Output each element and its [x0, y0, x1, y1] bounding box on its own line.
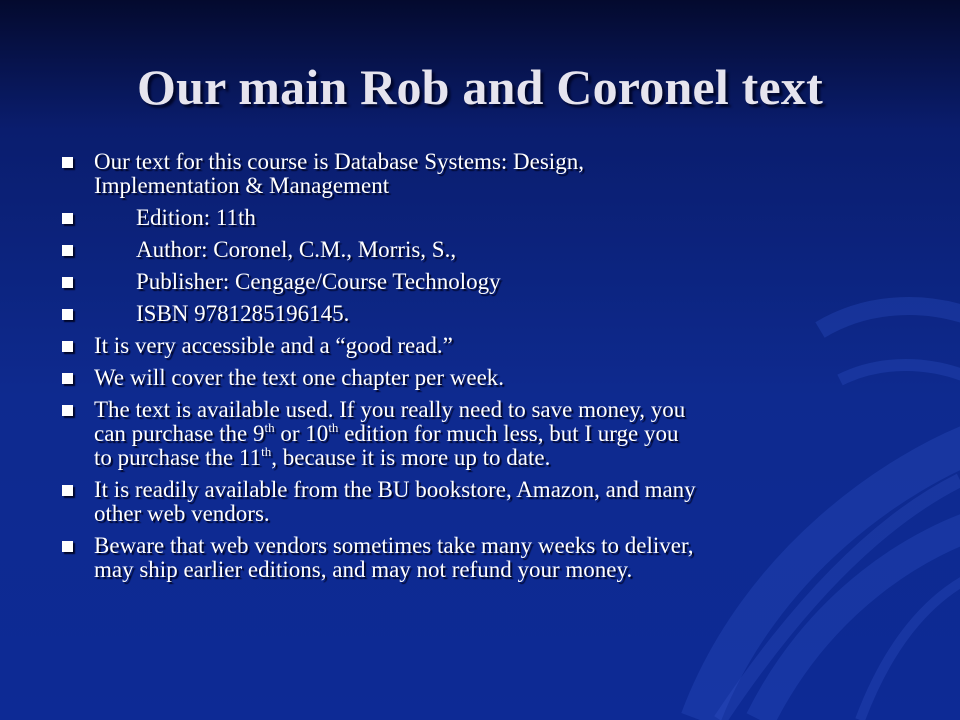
bullet-item [60, 206, 700, 230]
superscript-ordinal: th [261, 444, 272, 459]
bullet-text-segment: It is readily available from the BU bookstore, Amazon, and many other web vendors. [94, 477, 696, 526]
bullet-square-icon [62, 245, 73, 256]
bullet-text-segment: It is very accessible and a “good read.” [94, 333, 453, 358]
bullet-text-segment: Author: Coronel, C.M., Morris, S., [136, 237, 457, 262]
bullet-item [60, 150, 700, 198]
bullet-text-segment: Publisher: Cengage/Course Technology [136, 269, 501, 294]
bullet-item [60, 238, 700, 262]
slide-title: Our main Rob and Coronel text [137, 59, 823, 115]
bullet-square-icon [62, 485, 73, 496]
bullet-text-segment: or 10 [274, 421, 329, 446]
bullet-text-segment: edition for much less, but I urge you to purchase the 11 [94, 421, 679, 470]
bullet-item [60, 478, 700, 526]
bullet-text [94, 533, 693, 582]
bullet-item [60, 334, 700, 358]
bullet-text [94, 270, 501, 294]
bullet-text [94, 333, 453, 358]
bullet-text [94, 149, 584, 198]
bullet-item [60, 366, 700, 390]
bullet-text-segment: Our text for this course is Database Systems: Design, Implementation & Management [94, 149, 584, 198]
bullet-text [94, 302, 349, 326]
bullet-text [94, 365, 504, 390]
bullet-text-segment: Edition: 11th [136, 205, 256, 230]
bullet-text-segment: , because it is more up to date. [271, 445, 551, 470]
bullet-text-segment: Beware that web vendors sometimes take many weeks to deliver, may ship earlier editions, and may not refund your money. [94, 533, 694, 582]
bullet-square-icon [62, 309, 73, 320]
bullet-square-icon [62, 341, 73, 352]
bullet-item [60, 302, 700, 326]
bullet-text-segment: The text is available used. If you really need to save money, you can purchase the 9 [94, 397, 686, 446]
bullet-list [60, 150, 700, 590]
bullet-item [60, 534, 700, 582]
bullet-square-icon [62, 277, 73, 288]
bullet-square-icon [62, 157, 73, 168]
bullet-text-segment: We will cover the text one chapter per week. [94, 365, 505, 390]
superscript-ordinal: th [264, 420, 275, 435]
bullet-text-segment: ISBN 9781285196145. [136, 301, 350, 326]
superscript-ordinal: th [328, 420, 339, 435]
bullet-text [94, 477, 696, 526]
bullet-item [60, 398, 700, 470]
bullet-square-icon [62, 213, 73, 224]
bullet-square-icon [62, 541, 73, 552]
bullet-square-icon [62, 373, 73, 384]
bullet-text [94, 238, 456, 262]
bullet-text [94, 206, 256, 230]
bullet-square-icon [62, 405, 73, 416]
bullet-text [94, 397, 685, 470]
bullet-item [60, 270, 700, 294]
